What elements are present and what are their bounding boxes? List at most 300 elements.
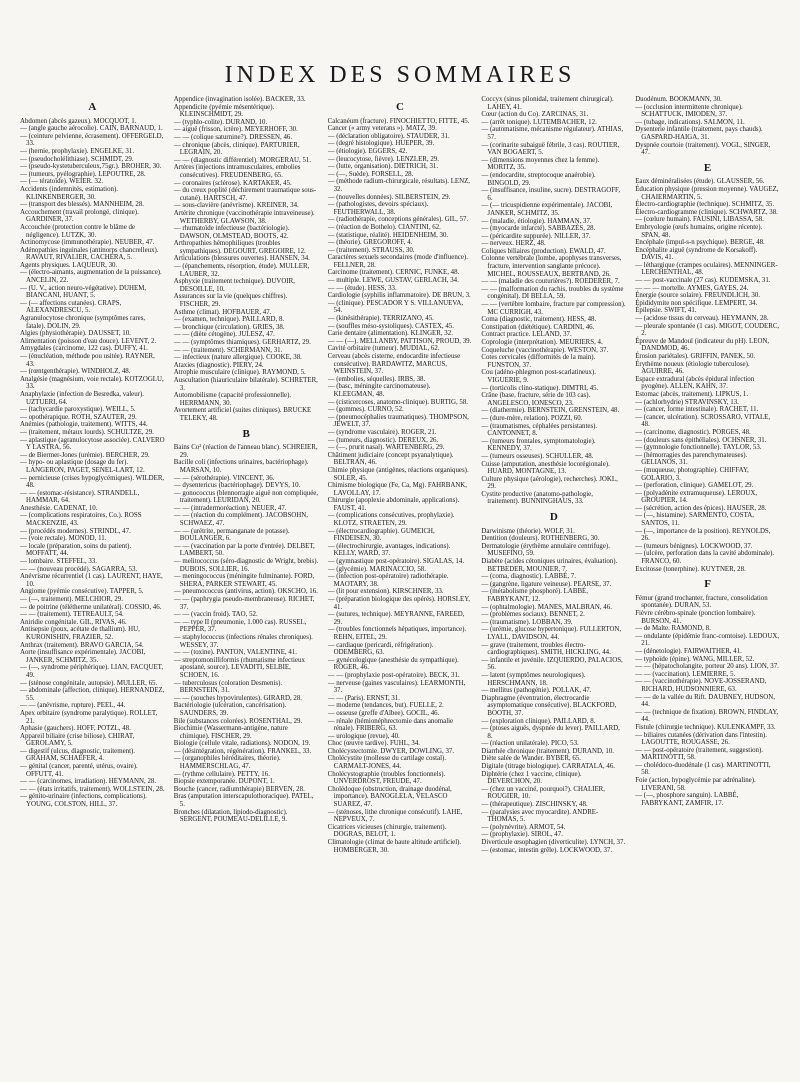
index-entry: — (—, Suède). FORSELL, 28. (327, 170, 414, 178)
index-entry: Cholécystographie (troubles fonctionnels). UNVERDROST, FREUDE, 47. (327, 770, 446, 786)
index-entry: — (achlorhydrie) STRAVINSKY, 13. (635, 398, 739, 406)
index-entry: — (traumatismes, céphalées persistantes). CANTONNET, 8. (481, 422, 598, 438)
index-entry: — (— tricuspidienne expérimentale). JACOBI, JANKER, SCHMITZ, 35. (481, 202, 613, 217)
index-entry: — (problèmes sociaux). BENNET, 2. (481, 611, 585, 619)
index-entry: — — (hépatocholangite, porteur 20 ans). LION, 37. (635, 663, 779, 671)
index-entry: — — (Paris). ERNST, 31. (327, 694, 401, 702)
index-entry: — digestif (ulcus, diagnostic, traitement). GRAHAM, SCHAEFER, 4. (20, 747, 136, 763)
index-entry: — (—, importance de la position). REYNOLDS, 26. (635, 527, 771, 543)
index-entry: — bronchique (circulation). GRIES, 38. (173, 323, 285, 331)
index-entry: — (embolies, séquelles). IRBS, 38. (327, 375, 426, 383)
index-entry: Bacille coli (infections urinaires, bactériophage). MARSAN, 10. (173, 459, 309, 474)
index-entry: — — (sérothérapie). VINCENT, 36. (173, 474, 275, 482)
index-entry: — aiguë (frisson, ictère). MEYERHOFF, 30. (173, 126, 298, 134)
index-entry: — streptomonilliformis (rhumatisme infectieux apostané, source). LEVADITI, SELBIE, SCHOEN, 16. (173, 656, 305, 679)
index-entry: — (ophtalmologie). MANES, MALBRAN, 46. (481, 603, 612, 611)
index-entry: Actinomycose (immunothérapie). NEUBER, 47. (20, 239, 155, 247)
index-entry: — (tumeurs bénignes). LOCKWOOD, 37. (635, 542, 753, 550)
index-entry: — — (technique de fixation). BROWN, FINDLAY, 44. (635, 708, 779, 724)
section-letter: B (242, 427, 250, 440)
index-entry: Dermatologie (érythème annulaire centrifuge). MUSEFINO, 59. (481, 542, 610, 558)
index-entry: — — (traitement). SCHERMANN, 31. (173, 346, 283, 354)
index-entry: Analgésie (magnésium, voie rectale). KOTZOGLU, 33. (20, 375, 164, 391)
index-entry: — (gommes). CURNO, 52. (327, 406, 404, 414)
index-entry: Biopsie extemporanée. DUPONT, 1. (173, 778, 275, 786)
index-entry: — (rythme cellulaire). PETTY, 16. (173, 770, 270, 778)
index-entry: — — (symptômes thiamiques). GERHARTZ, 29. (173, 339, 311, 346)
index-entry: Coccyx (sinus pilonidal, traitement chirurgical). LAHEY, 41. (481, 96, 614, 111)
index-entry: — moderne (tendances, but). FUELLE, 2. (327, 702, 444, 710)
index-entry: — — (traitement). TETREAULT, 54. (20, 611, 124, 619)
index-entry: Aniridie congénitale. GIL, RIVAS, 46. (20, 618, 127, 626)
index-entry: — — (vaccination). LEMIERRE, 5. (635, 670, 736, 678)
index-entry: — (acidose tissus du cerveau). HEYMANN, 28. (635, 315, 769, 323)
index-column (481, 96, 626, 1061)
index-entry: — (U. V., action neuro-végétative). DUHEM, BIANCANI, HUANT, 5. (20, 284, 147, 300)
index-entry: Accidents (indemnités, estimation). KLINKENBERGER, 30. (20, 185, 118, 201)
index-entry: — (estomac, intestin grêle). LOCKWOOD, 37. (481, 846, 613, 854)
index-entry: Biologie (cellule vitale, radiations). NODON, 19. (173, 740, 311, 748)
index-entry: — (sutures, technique). MEYRANNE, FAREED, 29. (327, 611, 465, 626)
index-entry: Foie (action, hypoglycémie par adrénaline). LIVERANI, 58. (635, 777, 756, 792)
index-entry: — (transport des blessés). MANNHEIM, 28. (20, 201, 145, 209)
index-entry: Articulations (blessures ouvertes). HANSEN, 34. (173, 255, 310, 263)
index-entry: — (dure-mère, relation). POZZI, 60. (481, 414, 583, 422)
index-entry: — (kinésithérapie). TERRIZANO, 45. (327, 315, 434, 323)
index-entry: Cholécystectomie. DWYER, DOWLING, 37. (327, 747, 455, 755)
index-entry: — (complications consécutives, prophylaxie). KLOTZ, STRAETEN, 29. (327, 512, 455, 528)
index-entry: — — (estomac-résistance). STRANDELL, HAMMAR, 64. (20, 489, 140, 505)
index-entry: Cotes cervicales (difformités de la main). FUNSTON, 37. (481, 354, 596, 369)
index-entry: — — (états irritatifs, traitement). WOLLSTEIN, 28. (20, 785, 165, 793)
index-entry: — (polynévrite). ARMOT, 54. (481, 823, 566, 831)
index-entry: Châtiment judiciaire (concept psyanalytique). BELTRAN, 46. (327, 451, 454, 467)
index-entry: — (hernie, prophylaxie). ENGELKE, 31. (20, 147, 135, 155)
index-entry: Appendice (invagination isolée). BACKER, 33. (173, 96, 306, 103)
index-entry: — meningococcus (méningite fulminante). FORD, SHERA, PARKER STEWART, 45. (173, 573, 315, 588)
index-entry: — (exploration clinique). PAILLARD, 8. (481, 717, 596, 725)
index-entry: — (infection post-opératoire) radiothérapie. MAOTARY, 38. (327, 573, 449, 588)
index-entry: — locale (préparation, soins du patient). MOFFATT, 44. (20, 542, 132, 558)
index-entry: — (péricardite suppurée). NILLER, 37. (481, 232, 591, 240)
index-entry: Eaux déminéralisées (étude). GLAUSSER, 56. (635, 178, 765, 186)
index-entry: — — — mortelle. AYMES, GAYES, 24. (635, 284, 749, 292)
index-entry: Dysenterie infantile (traitement, pays chauds). GASPARD-HAIGA, 31. (635, 126, 763, 141)
index-entry: Dyspnée courtoie (traitement). VOGL, SINGER, 47. (635, 141, 771, 157)
index-entry: — (syndrome vasculaire). ROGER, 21. (327, 428, 437, 436)
index-entry: — tuberculosus (coloration Desmenis). BERNSTEIN, 31. (173, 679, 283, 695)
index-entry: — — (prophylaxie post-opératoire). BECK, 31. (327, 671, 460, 679)
index-entry: — (thérapeutique). ZISCHINSKY, 48. (481, 801, 588, 809)
index-entry: — génito-urinaire (infections, complications). YOUNG, COLSTON, HILL, 37. (20, 793, 147, 809)
index-entry: — (chez un vacciné, pourquoi?). CHALIER, ROUGIER, 10. (481, 785, 605, 801)
section-letter: F (704, 578, 711, 591)
index-entry: — (sténose congénitale, autopsie). MULLER, 65. (20, 679, 158, 687)
index-entry: — (— affections cutanées). CRAPS, ALEXANDRESCU, 5. (20, 299, 122, 315)
index-entry: Diarrhée chronique (traitement). DURAND, 10. (481, 747, 614, 755)
index-entry: Excitosse (tonerphine). KUYTNER, 28. (635, 565, 746, 573)
index-entry: — léthargique (crampes oculaires). MENNINGER-LERCHENTHAL, 48. (635, 261, 778, 277)
index-entry: — (pathologistes, devoirs spéciaux). FEUTHERWALL, 38. (327, 201, 429, 216)
index-entry: — (dénetologie). FAIRWAITHER, 41. (635, 647, 742, 655)
index-entry: — (sténoses, lithe chronique consécutif). LAHE, NEPVEUX, 7. (327, 808, 463, 824)
index-entry: Assurances sur la vie (quelques chiffres). FISCHER, 29. (173, 293, 288, 309)
index-entry: Calcanéum (fracture). FINOCHIETTO, FITTE, 45. (327, 117, 470, 125)
index-entry: — (sécrétion, action des épices). HAUSER, 28. (635, 504, 767, 512)
index-entry: — (cœlure humain). FAUSINI, LIBASSA, 58. (635, 216, 764, 224)
index-entry: Accouchée (protection contre le blâme de négligence). LUTZK, 30. (20, 223, 135, 239)
index-entry: — (radiothérapie, conceptions générales). GIL, 57. (327, 216, 469, 224)
index-entry: — (déclaration obligatoire). STAUDER, 31. (327, 132, 450, 140)
index-entry: — nerveux. HERZ, 48. (481, 240, 546, 248)
index-entry: — chronique (abcès, clinique). PARTURIER, LEGRAIN, 20. (173, 141, 300, 157)
index-entry: — (gymnologie fonctionnelle). TAYLOR, 53. (635, 444, 762, 452)
index-entry: — (réaction de Bothelo). CIANTINI, 62. (327, 223, 441, 231)
index-entry: — (paralysies avec myocardite). ANDRE-THOMAS, 5. (481, 808, 599, 824)
index-entry: — (nouvelles données). SILBERSTEIN, 29. (327, 193, 451, 201)
index-entry: — infantile et juvénile. IZQUIERDO, PALACIOS, 56. (481, 656, 623, 672)
index-entry: Coma (diagnostic, traitement). HESS, 48. (481, 316, 597, 324)
index-entry: — (glycémie). MARINACCIO, 58. (327, 565, 426, 573)
index-entry: — — (intradermoréaction). NEUER, 47. (173, 504, 287, 512)
index-entry: — (—, traitement). MELCHIOR, 29. (20, 596, 123, 603)
index-entry: — (basc, méningite carcinomateuse). KLEEGMAN, 48. (327, 383, 431, 398)
index-entry: — (troubles fonctionnels hépatiques, importance). REHN, EITEL, 29. (327, 626, 467, 641)
index-entry: Cystite productive (anatomo-pathologie, traitement). BUNNINGHAUS, 33. (481, 490, 593, 506)
index-entry: — (cisticercoses, anatomo-clinique). BURTIG, 58. (327, 398, 469, 406)
index-entry: Épreuve de Mandoul (indicateur du pH). LEON, DANDMOD, 46. (635, 337, 770, 353)
index-entry: Angiome (pyémie consécutive). TAPPER, 5. (20, 588, 144, 596)
index-entry: — gonococcus (blennorragie aiguë non compliquée, traitement). LEURIDAN, 20. (173, 489, 319, 505)
index-entry: — (automatisme, mécanisme régulateur). ATHIAS, 57. (481, 126, 624, 141)
index-entry: Alimentation (poisson d'eau douce). LEVENT, 2. (20, 337, 157, 345)
index-entry: — (pseudocholélithiase). SCHMIDT, 29. (20, 155, 134, 163)
index-entry: — multiple. LEWE, GUSTAV, GERLACH, 34. (327, 277, 459, 285)
index-entry: — (pseudo-kystetuberculeux,75gr.). BROHER, 30. (20, 163, 162, 171)
index-entry: Contract practice. LELAND, 37. (481, 331, 572, 339)
index-entry: Électro-cardiographie (technique). SCHMITZ, 35. (635, 201, 775, 209)
index-entry: — — (toxine). PANTON, VALENTINE, 41. (173, 649, 297, 657)
index-entry: — — (diagnostic différentiel). MORGERAU, 51. (173, 156, 312, 164)
index-entry: Appareil biliaire (crise biliose). CHIRAT, GEROLAMY, 5. (20, 732, 135, 748)
index-entry: — (complications respiratoires, Co.). ROSS MACKENZIE, 43. (20, 512, 142, 528)
index-entry: — infectieux (nature allergique). COOKE, 38. (173, 354, 302, 362)
index-entry: — (douleurs sans épithéliales). OCHSNER, 31. (635, 436, 767, 444)
index-entry: Bronches (dilatation, lipiodo-diagnostic). SERGENT, POUMEAU-DELILLE, 9. (173, 808, 288, 824)
index-entry: — (carcinome, diagnostic). PORGES, 48. (635, 428, 751, 436)
section-letter: C (396, 101, 404, 113)
index-entry: Cœur (action du Co). ZARCINAS, 31. (481, 111, 589, 119)
index-entry: — — (—). MELLANBY, PATTISON, PROUD, 39. (327, 337, 472, 345)
index-entry: — (typhlo-colite). DURAND, 10. (173, 118, 268, 126)
section-letter: A (88, 101, 97, 113)
index-entry: Appendicite (pyémie mésentérique). KLEINSCHMIDT, 29. (173, 103, 275, 119)
index-entry: Atrophie musculaire (clinique). RAYMOND, 5. (173, 369, 306, 377)
index-entry: Biochimie (Wassermann-antigène, nature chimique). FISCHER, 29. (173, 725, 288, 740)
index-entry: — (muqueuse, photographie). CHIFFAY, GOLARIO, 3. (635, 466, 749, 482)
index-entry: Automobilisme (capacité professionnelle). HERRMANN, 30. (173, 392, 292, 407)
index-entry: — (ulcère, perforation dans la cavité abdominale). FRANCO, 60. (635, 550, 775, 566)
index-entry: Aphasie (gauchers). HOFF, POTZL, 48. (20, 725, 131, 733)
index-entry: Cicatrices vicieuses (chirurgie, traitement). DOGRAS, BELOT, 1. (327, 823, 447, 839)
index-entry: Espace extradural (abcès épidural infection pyogène). ALLEN, KAHN, 37. (635, 375, 755, 391)
index-entry: Cerveau (abcès cisterne, endocardite infectieuse consécutive). BARDAWITZ, MARCUS, WEINSTEIN, 37. (327, 353, 461, 376)
index-entry: — (—, syndrome périphérique). LIAN, FACQUET, 49. (20, 664, 164, 679)
index-entry: Artères (injections intramusculaires, embolies consécutives). FREUDENBERG, 65. (173, 164, 301, 179)
index-entry: Apex orbitaire (syndrome paralytique). ROLLET, 21. (20, 709, 158, 725)
index-entry: — aplastique (agranulocytose associée). CALVERO Y LASTRA, 56. (20, 436, 165, 452)
index-entry: — (préparation biologique des opérés). HORSLEY, 41. (327, 596, 471, 611)
index-entry: Duodénum. BOOKMANN, 30. (635, 96, 722, 103)
index-entry: Avortement artificiel (suites cliniques). BRUCKE TELEKY, 48. (173, 407, 312, 422)
index-entry: Cou (adéno-phlegmon post-scarlatineux). VIGUERIE, 9. (481, 369, 597, 384)
index-entry: Fièvre cérébro-spinale (ponction lombaire). BURSON, 41. (635, 610, 756, 625)
index-entry: — dysentericus (bactériophage). DEVYS, 10. (173, 482, 301, 490)
index-entry: Fémur (grand trochanter, fracture, consolidation spontanée). DURAN, 53. (635, 594, 768, 610)
index-entry: Auscultation (hiauriculaire bilatérale). SCHRETER, 3. (173, 376, 318, 392)
index-entry: — (torticolis clino-statique). DIMTRI, 45. (481, 384, 599, 392)
index-entry: — (dimensions moyennes chez la femme). MORITZ, 35. (481, 156, 600, 172)
index-column (328, 96, 473, 1061)
index-entry: — (traumatisme). LOBBAN, 39. (481, 618, 573, 626)
index-entry: Bouche (cancer, radiumthérapie) BERVEN, 28. (173, 785, 305, 793)
index-entry: — hypo- ou aplastique (dosage du fer). LANGERON, PAGET, SENEL-LART, 12. (20, 459, 145, 474)
index-entry: Aorte (insuffisance expérimentale). JACOBI, JANKER, SCHMITZ, 35. (20, 649, 146, 664)
index-entry: — — (vaccination par la porte d'entrée). DELBET, LAMBERT, 50. (173, 542, 315, 558)
index-entry: Bains Co² (réaction de l'anneau blanc). SCHREIER, 29. (173, 444, 318, 459)
section-letter: E (703, 161, 712, 174)
index-column (174, 96, 319, 1061)
index-entry: — (arrêt tonique). LUTEMBACHER, 12. (481, 118, 597, 126)
index-entry: — (angle gauche aérocolie). CAIN, BARNAUD, 1. (20, 125, 163, 133)
index-entry: — rhumatoïde infectieuse (bactériologie). DAWSON, OLMSTEAD, BOOTS, 42. (173, 225, 290, 240)
index-entry: — — (paphrygia pseudo-membraneuse). RICHET, 37. (173, 596, 315, 611)
index-entry: — — (carcinomes, irradiation). HEYMANN, 28. (20, 778, 157, 786)
index-entry: — — (nouveau procédé). SAGARRA, 53. (20, 565, 138, 573)
index-entry: — gynécologique (anesthésie du sympathique). ROGER, 46. (327, 656, 459, 672)
index-entry: Encéphale (impul-s-n psychique). BERGE, 48. (635, 239, 765, 247)
index-entry: — (réaction unilatérale). PICO, 53. (481, 740, 579, 748)
section-letter: D (549, 511, 558, 524)
index-entry: Diète salée de Wander. BYBER, 65. (481, 755, 581, 763)
index-entry: — — post-opératoire (traitement, suggestion). MARTINOTTI, 58. (635, 746, 764, 762)
index-entry: Anesthésie. CADENAT, 10. (20, 504, 98, 512)
index-entry: — (occlusion intermittente chronique). SCHATTUCK, IMIODEN, 37. (635, 103, 743, 119)
index-entry: Estomac (abcès, traitement). LIPKUS, 1. (635, 390, 749, 398)
index-entry: — — (souches hypovirulentes). GIRARD, 28. (173, 694, 303, 702)
index-entry: — (examen, technique). PAILLARD, 8. (173, 316, 285, 324)
index-entry: — de Biermer-Jones (urémie). BERCHER, 29. (20, 451, 150, 459)
index-entry: — (urémie, glucose hypertonique). FULLERTON, LYALL, DAVIDSON, 44. (481, 626, 622, 641)
index-entry: Énergie (source solaire). FREUNDLICH, 30. (635, 292, 761, 300)
index-entry: — pleurale spontanée (1 cas). MIGOT, COUDERC, 2. (635, 322, 780, 338)
index-entry: Asphyxie (traitement technique). DUVOIR, DESOILLE, 10. (173, 278, 295, 293)
index-entry: — nerveuse (gaines vasculaires). LEARMONTH, 37. (327, 679, 466, 695)
index-entry: — — de la vallée du Rift. DAUBNEY, HUDSON, 44. (635, 693, 775, 709)
index-entry: Éducation physique (pression moyenne). VAUGEZ, CHAIERMARTIN, 5. (635, 185, 779, 201)
index-entry: Bile (substances colorées). ROSENTHAL, 29. (173, 717, 303, 725)
index-entry: Culture physique (aérologie), recherches). JOKL, 29. (481, 475, 618, 491)
index-entry: — de Malte. RAMOND, 8. (635, 625, 711, 633)
index-entry: Climatologie (climat de haute altitude artificiel). HOMBERGER, 30. (327, 839, 462, 854)
index-entry: — (tumeurs frontales, symptomatologie). KENNEDY, 37. (481, 437, 596, 453)
index-entry: — (organophiles héréditaires, théorie). HAMMERSCHLAG, 47. (173, 755, 281, 771)
index-entry: — — (colique saturnine?). DRESSEN, 46. (173, 133, 293, 141)
index-entry: Anévrisme récurrentiel (1 cas). LAURENT, HAYE, 10. (20, 573, 163, 588)
index-entry: Asthme (climat). HOFBAUER, 47. (173, 308, 272, 316)
index-entry: — (ceinture pelvienne, écrasement). OFFERGELD, 33. (20, 132, 164, 148)
index-entry: Cuisse (amputation, anesthésie locorégionale). HUARD, MONTAGNE, 13. (481, 460, 610, 476)
index-entry: Cavité orbitaire (tumeur). MUDIAL, 62. (327, 345, 440, 353)
index-entry: — (clinique). PESCADOR Y S. VILLANUEVA, 54. (327, 299, 464, 315)
index-entry: — (cancer, ulcération). SCROSSARO, VITALE, 48. (635, 413, 771, 429)
index-entry: — (tumeurs, diagnostic). DEREUX, 26. (327, 436, 439, 444)
index-entry: Coqueluche (vaccinothérapie). WESTON, 37. (481, 346, 609, 354)
index-entry: Électro-cardiogramme (clinique). SCHWARTZ, 38. (635, 208, 778, 216)
index-entry: Digitale (titrage biologique). CARRATALA, 46. (481, 763, 615, 771)
index-entry: — (endocardite, streptocoque anaérobie). BINGOLD, 29. (481, 171, 596, 187)
index-entry: Cardiologie (syphilis inflammatoire). DE BRUN, 3. (327, 292, 471, 300)
index-entry: — (polyadénite extramuqueuse). LEROUX, GROUPIER, 14. (635, 489, 758, 505)
index-entry: — (tumeurs osseuses). SCHULLER, 48. (481, 452, 594, 460)
index-entry: — pneumococcus (antivirus, action). OKSCHO, 16. (173, 588, 318, 596)
index-entry: — (électro-aimants, augmentation de la puissance). ANCELIN, 22. (20, 269, 162, 285)
index-entry: Carcinome (traitement). CERNIC, FUNKE, 48. (327, 269, 460, 277)
index-entry: Antisepsie (poux, acétate de thallium). HU, KURONISHIN, FRAZIER, 52. (20, 626, 140, 641)
index-entry: Anaphylaxie (infection de Besredka, valeur). UZTUERI, 64. (20, 390, 144, 406)
index-entry: — osseuse (greffe d'Albee). GOCIL, 46. (327, 709, 440, 717)
index-entry: — (traitement). STRAUSS, 30. (327, 246, 415, 254)
index-entry: Bactériologie (ulcération, cancérisation). SAUNDERS, 39. (173, 702, 287, 717)
index-entry: — (tubage, indications). SALMON, 11. (635, 118, 745, 126)
index-entry: — — (vaccin froid). TAO, 52. (173, 611, 258, 619)
index-entry: Bras (amputation interscapulothoracique). PATEL, 5. (173, 793, 314, 809)
index-entry: — (gymnastique post-opératoire). SIGALAS, 14. (327, 558, 465, 566)
index-entry: — rénale (hémionéphrectomie dans anomalie rénale). FRIBERG, 63. (327, 717, 454, 733)
index-entry: Anthrax (traitement). BRAVO GARCIA, 54. (20, 641, 144, 649)
index-entry: Crâne (base, fracture, série de 103 cas). ANGELESCO, IONESCO, 23. (481, 392, 591, 407)
index-entry: — (coma, diagnostic). LABBÉ, 7. (481, 573, 576, 581)
index-entry: — (tachycardie paroxystique). WEILL, 5. (20, 406, 136, 414)
index-entry: — — (réaction du complément). JACOBSOHN, SCHWAEZ, 47. (173, 512, 308, 528)
index-entry: Chirurgie (apoplexie abdominale, applications). FAUST, 41. (327, 497, 460, 512)
index-entry: — — (vertèbre lombaire, fracture par compression). MC CURRIGH, 43. (481, 301, 626, 316)
index-entry: — staphylococcus (infections rénales chroniques). WESSEY, 37. (173, 633, 313, 649)
index-entry: Algies (physiothérapie). DAUSSET, 10. (20, 330, 131, 338)
index-entry: — — (diète cétogène). JULESZ, 47. (173, 331, 275, 339)
index-entry: — typhoïde (épine). WANG, MILLER, 52. (635, 655, 755, 663)
index-entry: Abdomen (abcès gazeux). MOCQUOT, 1. (20, 117, 137, 125)
index-entry: — (rœntgenthérapie). WINDHOLZ, 48. (20, 368, 131, 376)
index-entry: Ataxies (diagnostic). PIERY, 24. (173, 361, 264, 369)
index-column (20, 96, 165, 1061)
index-entry: Chimisme biologique (Fe, Ca, Mg). FAHRBANK, LAVOLLAY, 17. (327, 482, 468, 497)
index-entry: — (degré histologique). HUEPER, 39. (327, 140, 435, 148)
index-entry: Diphtérie (chez 1 vaccine, clinique). DEVERCHON, 20. (481, 770, 582, 786)
index-column (635, 96, 780, 1061)
index-entry: — (cancer, forme intestinale). RACHET, 11. (635, 406, 759, 414)
index-entry: — mellitus (pathogénie). POLLAK, 47. (481, 687, 592, 695)
index-entry: — (—, prurit nasal). WARTENBERG, 29. (327, 444, 445, 452)
index-entry: Anémies (pathologie, traitement). WITTS, 44. (20, 421, 148, 429)
index-entry: Colonne vertébrale (lombe, apophyses transverses, fracture, intervention sanglante précoce). MICHEL, ROUSSEAUX, BERTRAND, 26. (481, 255, 622, 278)
index-entry: — — post-vaccinale (27 cas). KUDEMSKA, 31. (635, 277, 771, 285)
index-entry: — ondulante (épidémie franc-comtoise). LEDOUX, 21. (635, 632, 780, 648)
index-entry: — (maladie, étiologie). HAMMAN, 37. (481, 217, 592, 225)
index-entry: Coliques biliaires (production). EWALD, 47. (481, 247, 606, 255)
index-entry: — abdominale (affection, clinique). HERNANDEZ, 55. (20, 687, 165, 702)
index-entry: — — (vaccinothérapie). NOVE-JOSSERAND, RICHARD, HUDSONNIERE, 63. (635, 678, 767, 693)
index-entry: — lombaire. STEFFEL, 33. (20, 558, 97, 566)
index-entry: Choc (œuvre tardive). FUHL, 34. (327, 740, 421, 748)
index-entry: — (perforation, clinique). GAMELOT, 29. (635, 482, 754, 490)
index-entry: — (lit pour extension). KIRSCHNER, 33. (327, 588, 444, 596)
index-entry: — — type II (pneumonie, 1.000 cas). RUSSEL, PEPPER, 37. (173, 618, 307, 634)
index-entry: — melitococcus (séro-diagnostic de Wright, brebis). DUBOIS, SOLLIER, 16. (173, 558, 319, 573)
index-entry: — — (maladie des couturières?). ROEDERER, 7. (481, 278, 620, 286)
index-entry: — (—, histamine). SARMENTO, COSTA, SANTOS, 11. (635, 512, 754, 528)
index-entry: Embryologie (œufs humains, origine récente). SPAN, 48. (635, 223, 763, 239)
index-entry: — sous-clavière (anévrisme). KREINER, 34. (173, 202, 299, 210)
index-entry: — (leucocytose, fièvre). LENZLER, 29. (327, 155, 439, 163)
index-entry: — latent (symptômes neurologiques). HERSCHMANN, 18. (481, 671, 586, 687)
index-entry: — opothérapique. ROTH, SZAUTER, 29. (20, 413, 137, 421)
index-entry: Carie dentaire (alimentation). KLINGER, 32. (327, 330, 453, 338)
index-entry: — (théorie). GREGOROFF, 4. (327, 239, 413, 247)
index-entry: — (myocarde infarcté). SABBAZÈS, 28. (481, 225, 596, 233)
index-entry: — (hémorragies des parenchymateuses). GELIANOS, 31. (635, 451, 748, 467)
index-entry: — (corinarite subaiguë fébrile, 3 cas). ROUTIER, VAN BOGAERT, 5. (481, 141, 620, 157)
index-entry: — (désintégration, régénération). FRANKEL, 33. (173, 747, 312, 755)
index-entry: Agranulocytose chronique (symptômes rares, fatale). DOLIN, 29. (20, 315, 146, 330)
index-entry: Cholécystite (mollesse du cartilage costal). CARMALT-JONES, 44. (327, 755, 447, 771)
index-entry: Diaphragme (éventration, électrocardie asymptomatique consécutive). BLACKFORD, BOOTH, 37. (481, 694, 617, 717)
index-entry: — urologique (revue), 40. (327, 732, 400, 740)
index-entry: — — (étude). HESS, 33. (327, 284, 397, 292)
index-entry: — pernicieuse (crises hypoglycémiques). WILDER, 48. (20, 474, 165, 490)
index-entry: Arthropathies hémophiliques (troubles sympathiques). DEGOURT, GREGOIRE, 12. (173, 240, 306, 255)
index-entry: — (voie rectale). MONOD, 11. (20, 535, 107, 543)
index-entry: — (étiologie). EGGERS, 42. (327, 147, 408, 155)
index-entry: — (pneumocéphalies traumatiques). THOMPSON, JEWELT, 37. (327, 413, 469, 429)
index-entry: — (lutte, organisation). DIETRICH, 31. (327, 163, 439, 171)
index-entry: — (électrochirurgie, avantages, indications). KELLY, WARD, 37. (327, 542, 451, 558)
index-entry: — (diathermie). BERNSTEIN, GRENSTEIN, 48. (481, 407, 620, 415)
index-entry: — (— tératoïde). WEIER. 32. (20, 178, 104, 186)
index-entry: Dentition (douleurs). ROTHENBERG, 30. (481, 535, 600, 543)
index-entry: — cardiaque (pericardi, réfrigération). ODEMBERG, 63. (327, 641, 434, 657)
index-entry: Érythème noueux (étiologie tuberculose). AGUIRRE, 46. (635, 360, 750, 376)
index-entry: Encéphalite aiguë (syndrome de Korsakoff). DAVIS, 41. (635, 246, 758, 262)
index-entry: — (énucléation, méthode pou usitée). RAYNER, 43. (20, 353, 155, 368)
index-entry: — (souffles méso-systoliques). CASTEX, 45. (327, 322, 454, 330)
index-entry: — — (anévrisme, rupture). PEEL, 44. (20, 702, 126, 710)
index-entry: Chimie physique (antigènes, réactions organiques). SOLER, 45. (327, 466, 469, 482)
index-entry: — du creux poplité (déchirement traumatique sous-cutané). HARTSCH, 47. (173, 187, 317, 202)
index-entry: — cholédoco-duodénale (1 cas). MARTINOTTI, 58. (635, 761, 771, 777)
index-entry: Épididymite non spécifique. LEMPERT, 34. (635, 299, 758, 307)
index-entry: Agents physiques. LAQUEUR, 30. (20, 261, 118, 269)
index-entry: Épilepsie. SWIFT, 41. (635, 307, 697, 315)
index-entry: Diabète (acides cétoniques urinaires, évaluation). BETBEDER, MOUNIER, 7. (481, 558, 618, 573)
index-entry: — (traitement, métaux lourds). SCHULTZE, 29. (20, 428, 154, 436)
index-entry: — (gangrène, ligature veineuse). PEARSE, 37. (481, 580, 612, 588)
index-entry: — (prophylaxie). SIROL, 47. (481, 831, 563, 839)
index-entry: — biliaires cutanées (dérivation dans l'intestin). LAGOUTTE, ROUGASSE, 26. (635, 731, 767, 747)
index-entry: Darwinisme (théorie). WOLF, 31. (481, 527, 575, 535)
index-entry: — (métabolisme phosphoré). LABBÉ, FABRYKANT, 12. (481, 588, 588, 603)
index-entry: Coprologie (interprétation). MEURIERS, 4. (481, 339, 603, 346)
